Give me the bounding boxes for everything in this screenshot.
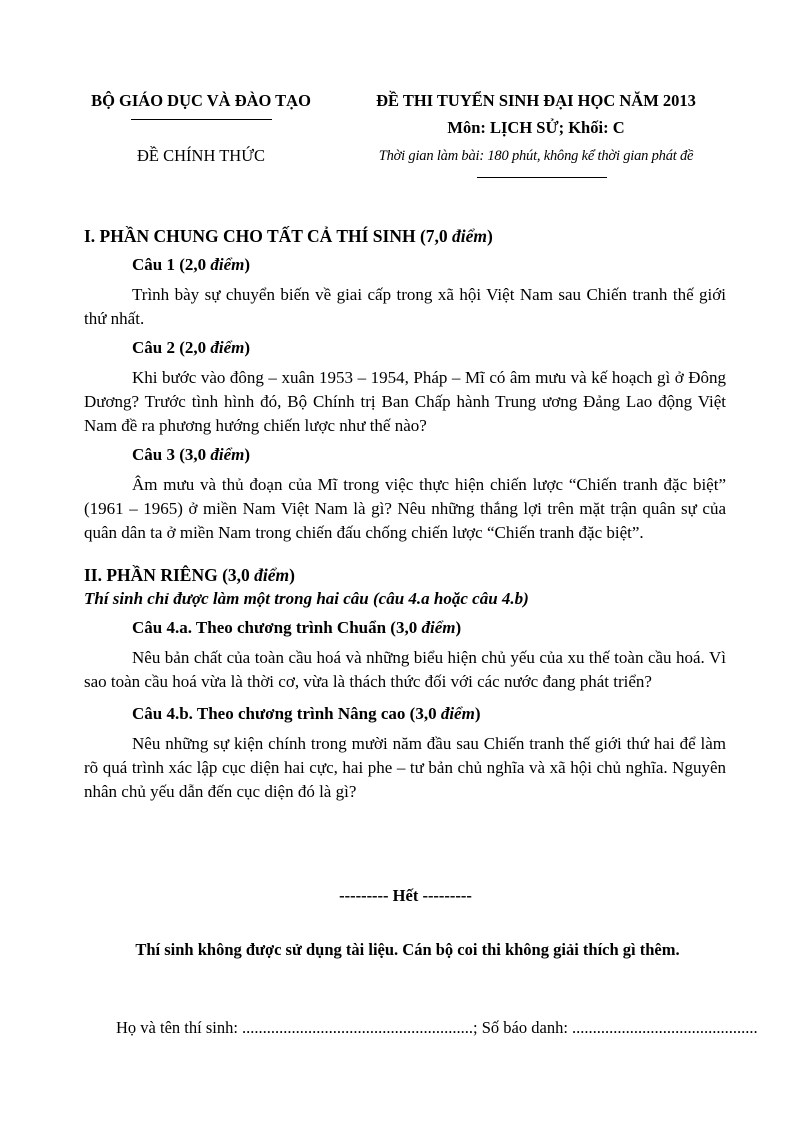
question-4a-text: Nêu bản chất của toàn cầu hoá và những biểu hiện chủ yếu của xu thế toàn cầu hoá. Vì sao toàn cầu hoá vừa là thời cơ, vừa là thách thức đối với các nước đang phát triển? — [84, 648, 726, 691]
question-4b-points-word: điểm — [440, 704, 475, 723]
question-1-close: ) — [244, 255, 251, 274]
question-2-title — [84, 336, 726, 360]
exam-title: ĐỀ THI TUYỂN SINH ĐẠI HỌC NĂM 2013 — [376, 91, 696, 110]
exam-content — [84, 224, 726, 808]
section-2-title-close: ) — [289, 565, 295, 585]
candidate-info-line: Họ và tên thí sinh: ........................................................; Số báo danh: ............................................. — [116, 1018, 758, 1037]
question-3-text: Âm mưu và thủ đoạn của Mĩ trong việc thực hiện chiến lược “Chiến tranh đặc biệt” (1961 – 1965) ở miền Nam Việt Nam là gì? Nêu những thắng lợi trên mặt trận quân sự của quân dân ta ở miền Nam trong chiến đấu chống chiến lược “Chiến tranh đặc biệt”. — [84, 475, 726, 542]
question-3-label: Câu 3 (3,0 — [132, 445, 211, 464]
subject-line: Môn: LỊCH SỬ; Khối: C — [447, 118, 625, 137]
question-4a-points-word: điểm — [421, 618, 456, 637]
section-2-title-text: II. PHẦN RIÊNG (3,0 — [84, 565, 255, 585]
question-3-points-word: điểm — [210, 445, 245, 464]
question-2-label: Câu 2 (2,0 — [132, 338, 211, 357]
end-mark: --------- Hết --------- — [339, 886, 472, 905]
question-1-title — [84, 253, 726, 277]
question-4a-title — [84, 616, 726, 640]
question-4a-close: ) — [455, 618, 462, 637]
section-1-title-text: I. PHẦN CHUNG CHO TẤT CẢ THÍ SINH (7,0 — [84, 226, 453, 246]
question-3-title — [84, 443, 726, 467]
question-2-text: Khi bước vào đông – xuân 1953 – 1954, Pháp – Mĩ có âm mưu và kế hoạch gì ở Đông Dương? Trước tình hình đó, Bộ Chính trị Ban Chấp hành Trung ương Đảng Lao động Việt Nam đề ra phương hướng chiến lược như thế nào? — [84, 368, 726, 435]
section-2-title — [84, 563, 726, 587]
official-label: ĐỀ CHÍNH THỨC — [137, 146, 265, 165]
section-2-note: Thí sinh chỉ được làm một trong hai câu (câu 4.a hoặc câu 4.b) — [84, 589, 529, 608]
time-note: Thời gian làm bài: 180 phút, không kể thời gian phát đề — [378, 148, 694, 164]
question-2-close: ) — [244, 338, 251, 357]
section-1-title — [84, 224, 726, 248]
question-1-label: Câu 1 (2,0 — [132, 255, 211, 274]
section-1-points-word: điểm — [452, 226, 488, 246]
organization-name: BỘ GIÁO DỤC VÀ ĐÀO TẠO — [91, 91, 311, 110]
time-note-underline — [477, 177, 607, 178]
section-2-points-word: điểm — [254, 565, 290, 585]
question-4b-label: Câu 4.b. Theo chương trình Nâng cao (3,0 — [132, 704, 441, 723]
organization-underline — [131, 119, 272, 120]
exam-notice: Thí sinh không được sử dụng tài liệu. Cán bộ coi thi không giải thích gì thêm. — [135, 940, 680, 959]
question-2-points-word: điểm — [210, 338, 245, 357]
section-1-title-close: ) — [487, 226, 493, 246]
question-1-text: Trình bày sự chuyển biến về giai cấp trong xã hội Việt Nam sau Chiến tranh thế giới thứ nhất. — [84, 285, 726, 328]
question-3-close: ) — [244, 445, 251, 464]
question-1-points-word: điểm — [210, 255, 245, 274]
question-4b-close: ) — [474, 704, 481, 723]
question-4b-title — [84, 702, 726, 726]
question-4b-text: Nêu những sự kiện chính trong mười năm đầu sau Chiến tranh thế giới thứ hai để làm rõ quá trình xác lập cục diện hai cực, hai phe – tư bản chủ nghĩa và xã hội chủ nghĩa. Nguyên nhân chủ yếu dẫn đến cục diện đó là gì? — [84, 734, 726, 801]
question-4a-label: Câu 4.a. Theo chương trình Chuẩn (3,0 — [132, 618, 422, 637]
